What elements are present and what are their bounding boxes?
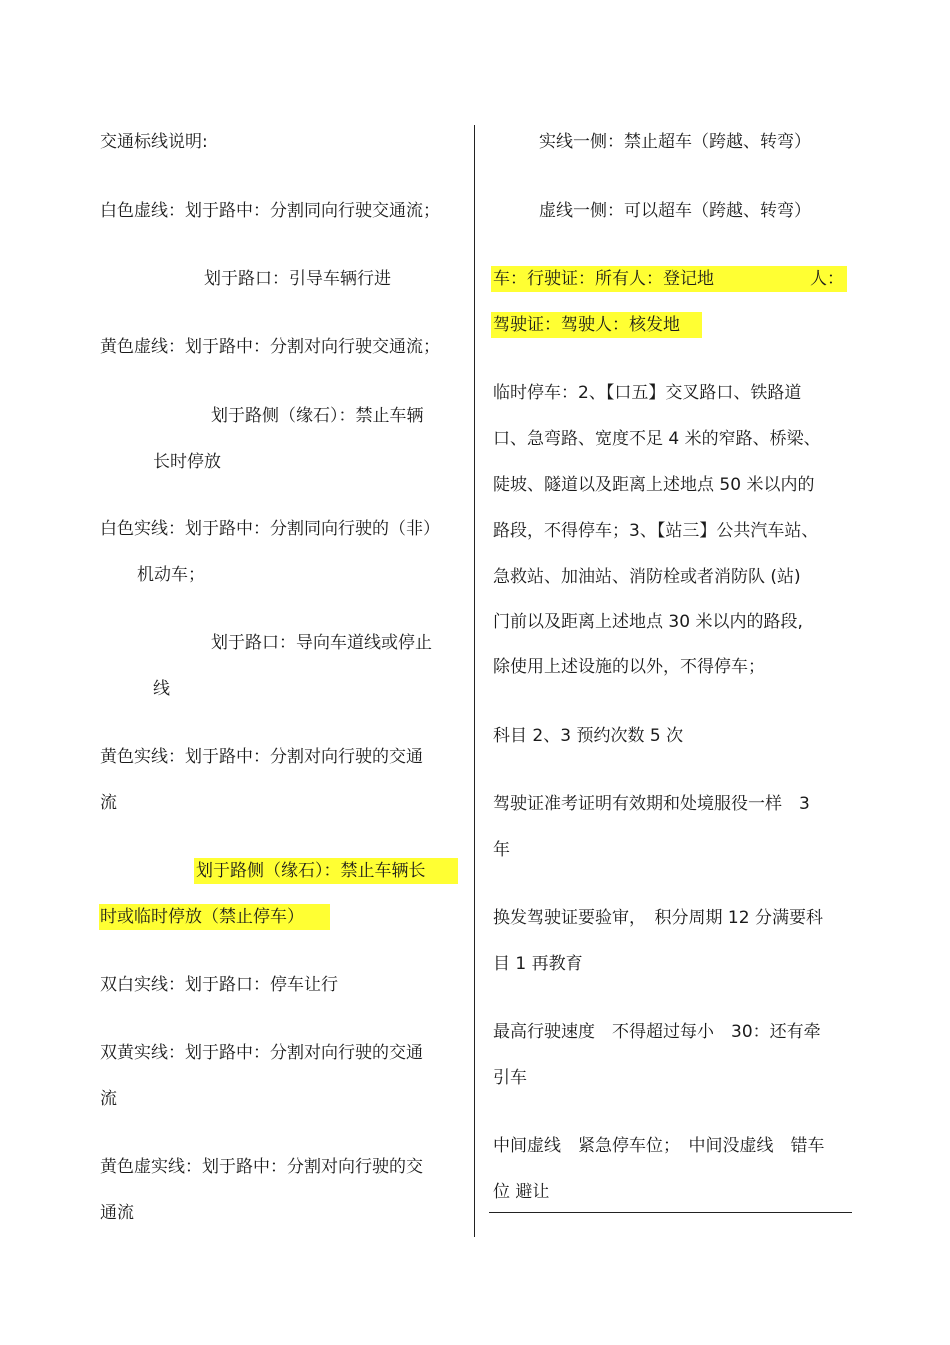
driver-license-line: 驾驶证：驾驶人：核发地 [493, 315, 680, 335]
double-yellow-line-2: 流 [100, 1089, 117, 1109]
white-dashed-line-1: 白色虚线：划于路中：分割同向行驶交通流； [100, 201, 440, 221]
white-solid-line-2: 机动车； [137, 565, 205, 585]
solid-side-rule: 实线一侧：禁止超车（跨越、转弯） [539, 132, 811, 152]
yellow-dashed-line-1: 黄色虚线：划于路中：分割对向行驶交通流； [100, 337, 440, 357]
middle-line-rule-2: 位 避让 [493, 1182, 550, 1202]
double-yellow-line-1: 双黄实线：划于路中：分割对向行驶的交通 [100, 1043, 423, 1063]
middle-line-rule-1: 中间虚线 紧急停车位； 中间没虚线 错车 [493, 1136, 825, 1156]
dashed-side-rule: 虚线一侧：可以超车（跨越、转弯） [539, 201, 811, 221]
parking-rule-1: 临时停车：2、【口五】交叉路口、铁路道 [493, 383, 802, 403]
parking-rule-2: 口、急弯路、宽度不足 4 米的窄路、桥梁、 [493, 429, 821, 449]
parking-rule-3: 陡坡、隧道以及距离上述地点 50 米以内的 [493, 475, 815, 495]
renewal-rule-2: 目 1 再教育 [493, 954, 583, 974]
bottom-rule [489, 1212, 852, 1213]
speed-rule-2: 引车 [493, 1068, 527, 1088]
double-white-line: 双白实线：划于路口：停车让行 [100, 975, 338, 995]
renewal-rule-1: 换发驾驶证要验审， 积分周期 12 分满要科 [493, 908, 823, 928]
yellow-dashed-line-2: 划于路侧（缘石）：禁止车辆 [211, 406, 424, 426]
white-solid-line-4: 线 [153, 679, 170, 699]
yellow-solid-line-4: 时或临时停放（禁止停车） [100, 907, 304, 927]
section-title: 交通标线说明: [100, 132, 208, 152]
yellow-dashed-line-3: 长时停放 [153, 452, 221, 472]
white-solid-line-1: 白色实线：划于路中：分割同向行驶的（非） [100, 519, 440, 539]
yellow-solid-line-1: 黄色实线：划于路中：分割对向行驶的交通 [100, 747, 423, 767]
car-registration-owner: 人： [810, 269, 844, 289]
car-registration-line: 车：行驶证：所有人：登记地 [493, 269, 714, 289]
yellow-dash-solid-line-2: 通流 [100, 1203, 134, 1223]
parking-rule-7: 除使用上述设施的以外，不得停车； [493, 657, 765, 677]
subject-appointment: 科目 2、3 预约次数 5 次 [493, 726, 684, 746]
license-validity-1: 驾驶证准考证明有效期和处境服役一样 3 [493, 794, 810, 814]
yellow-solid-line-2: 流 [100, 793, 117, 813]
parking-rule-6: 门前以及距离上述地点 30 米以内的路段, [493, 612, 803, 632]
yellow-solid-line-3: 划于路侧（缘石）：禁止车辆长 [196, 861, 426, 881]
white-dashed-line-2: 划于路口：引导车辆行进 [204, 269, 391, 289]
parking-rule-5: 急救站、加油站、消防栓或者消防队 (站) [493, 567, 801, 587]
parking-rule-4: 路段，不得停车；3、【站三】公共汽车站、 [493, 521, 819, 541]
yellow-dash-solid-line-1: 黄色虚实线：划于路中：分割对向行驶的交 [100, 1157, 423, 1177]
column-divider [474, 125, 475, 1237]
speed-rule-1: 最高行驶速度 不得超过每小 30：还有牵 [493, 1022, 821, 1042]
license-validity-2: 年 [493, 840, 510, 860]
white-solid-line-3: 划于路口：导向车道线或停止 [211, 633, 432, 653]
